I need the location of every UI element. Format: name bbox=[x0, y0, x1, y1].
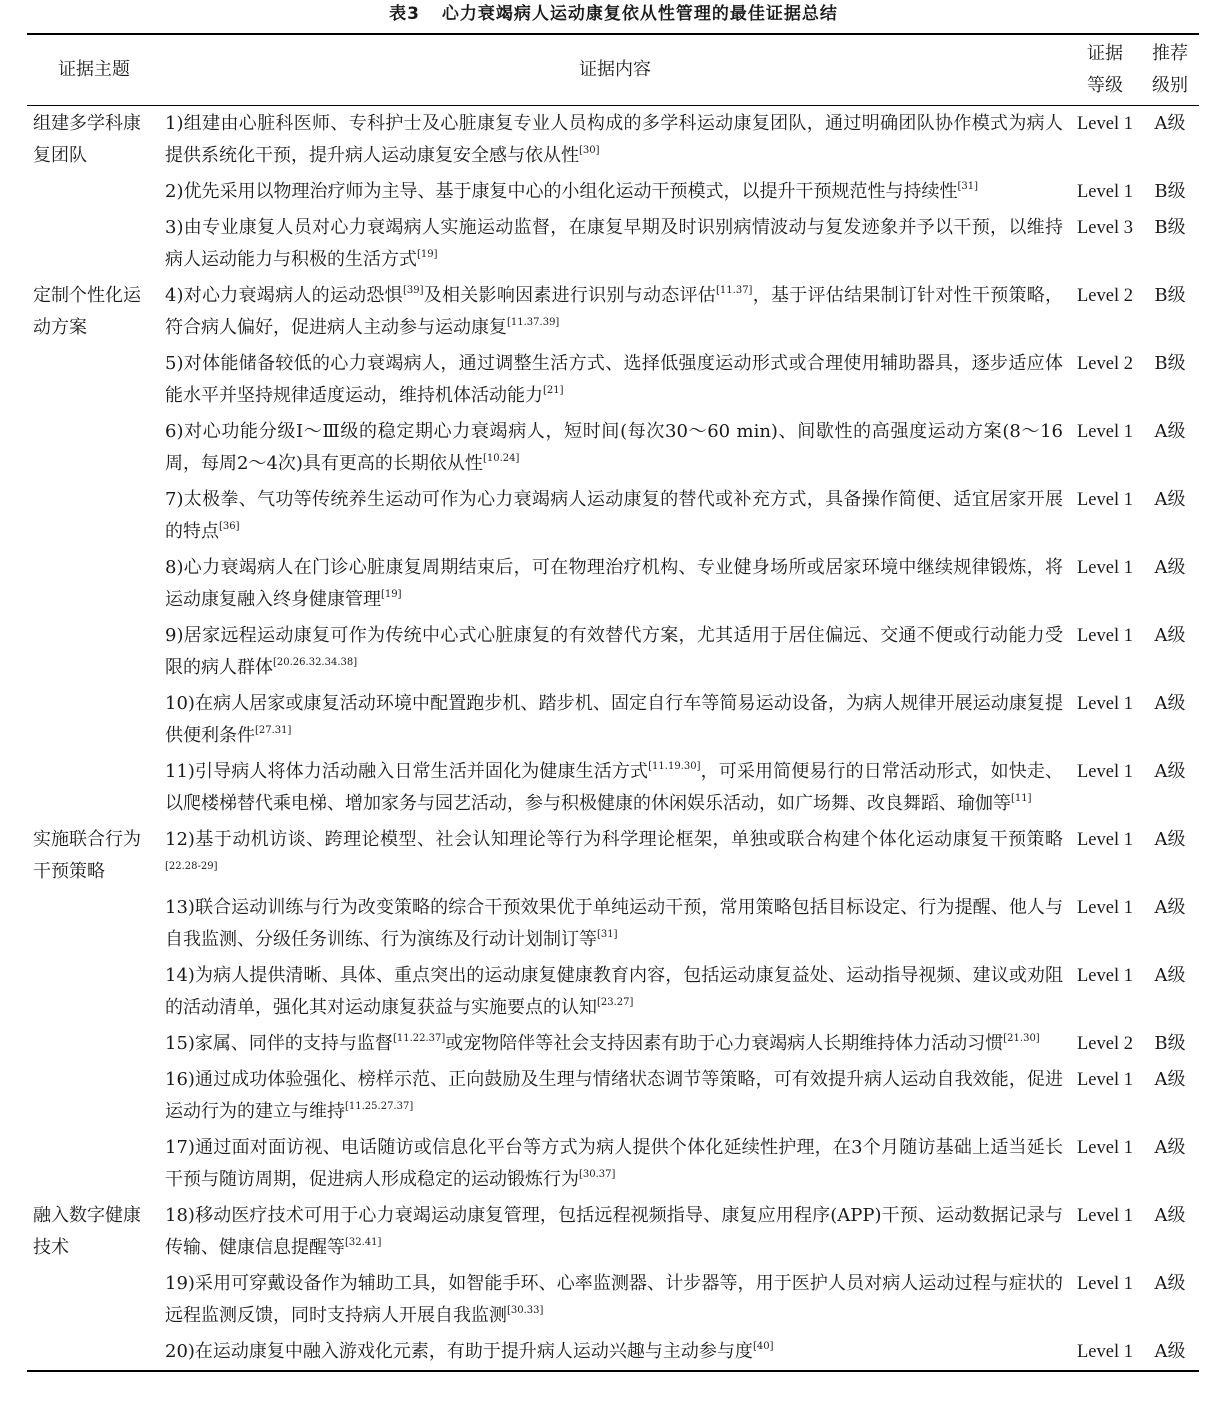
recommendation-grade: B级 bbox=[1154, 285, 1186, 306]
evidence-text: 18)移动医疗技术可用于心力衰竭运动康复管理，包括远程视频指导、康复应用程序(APP)干预、运动数据记录与传输、健康信息提醒等 bbox=[165, 1205, 1063, 1258]
evidence-theme bbox=[27, 414, 161, 482]
citation-ref: [10.24] bbox=[482, 453, 520, 464]
evidence-level: Level 1 bbox=[1077, 490, 1133, 510]
table-row bbox=[27, 890, 1199, 958]
evidence-level: Level 1 bbox=[1077, 114, 1133, 134]
recommendation-grade: A级 bbox=[1154, 829, 1186, 850]
recommendation-grade: B级 bbox=[1154, 181, 1186, 202]
evidence-text: 13)联合运动训练与行为改变策略的综合干预效果优于单纯运动干预，常用策略包括目标设定、行为提醒、他人与自我监测、分级任务训练、行为演练及行动计划制订等 bbox=[165, 897, 1063, 950]
evidence-table bbox=[27, 33, 1199, 1372]
evidence-theme bbox=[27, 482, 161, 550]
evidence-text: 16)通过成功体验强化、榜样示范、正向鼓励及生理与情绪状态调节等策略，可有效提升病人运动自我效能，促进运动行为的建立与维持 bbox=[165, 1069, 1063, 1122]
evidence-content bbox=[161, 1130, 1069, 1198]
table-row bbox=[27, 174, 1199, 210]
citation-ref: [39] bbox=[402, 285, 424, 296]
evidence-theme: 定制个性化运动方案 bbox=[33, 285, 141, 338]
citation-ref: [30.33] bbox=[507, 1305, 544, 1316]
citation-ref: [30.37] bbox=[579, 1169, 616, 1180]
evidence-content bbox=[161, 754, 1069, 822]
evidence-theme bbox=[27, 1062, 161, 1130]
citation-ref: [36] bbox=[219, 521, 240, 532]
evidence-text: 4)对心力衰竭病人的运动恐惧 bbox=[165, 285, 403, 306]
citation-ref: [20.26.32.34.38] bbox=[273, 657, 358, 668]
evidence-content bbox=[161, 890, 1069, 958]
evidence-theme bbox=[27, 346, 161, 414]
recommendation-grade: A级 bbox=[1154, 761, 1186, 782]
citation-ref: [21] bbox=[543, 385, 564, 396]
evidence-content bbox=[161, 482, 1069, 550]
evidence-level: Level 1 bbox=[1077, 830, 1133, 850]
evidence-text: 7)太极拳、气功等传统养生运动可作为心力衰竭病人运动康复的替代或补充方式，具备操作简便、适宜居家开展的特点 bbox=[165, 489, 1063, 542]
table-row bbox=[27, 414, 1199, 482]
evidence-content bbox=[161, 1334, 1069, 1371]
table-row bbox=[27, 1026, 1199, 1062]
evidence-text: 8)心力衰竭病人在门诊心脏康复周期结束后，可在物理治疗机构、专业健身场所或居家环境中继续规律锻炼，将运动康复融入终身健康管理 bbox=[165, 557, 1063, 610]
citation-ref: [11.25.27.37] bbox=[345, 1101, 414, 1112]
evidence-content bbox=[161, 346, 1069, 414]
table-row bbox=[27, 210, 1199, 278]
evidence-level: Level 1 bbox=[1077, 1342, 1133, 1362]
evidence-theme bbox=[27, 1130, 161, 1198]
citation-ref: [32.41] bbox=[345, 1237, 382, 1248]
evidence-content bbox=[161, 106, 1069, 175]
table-row bbox=[27, 550, 1199, 618]
recommendation-grade: A级 bbox=[1154, 965, 1186, 986]
evidence-level: Level 1 bbox=[1077, 762, 1133, 782]
evidence-theme: 融入数字健康技术 bbox=[33, 1205, 141, 1258]
citation-ref: [23.27] bbox=[597, 997, 634, 1008]
evidence-theme: 组建多学科康复团队 bbox=[33, 113, 141, 166]
evidence-theme bbox=[27, 174, 161, 210]
header-theme: 证据主题 bbox=[58, 59, 130, 80]
evidence-text: ，基于评估结果制订针对性干预策略，符合病人偏好，促进病人主动参与运动康复 bbox=[165, 285, 1064, 338]
table-row bbox=[27, 958, 1199, 1026]
evidence-text: 9)居家远程运动康复可作为传统中心式心脏康复的有效替代方案，尤其适用于居住偏远、交通不便或行动能力受限的病人群体 bbox=[165, 625, 1063, 678]
evidence-theme bbox=[27, 618, 161, 686]
recommendation-grade: B级 bbox=[1154, 217, 1186, 238]
table-row bbox=[27, 1198, 1199, 1266]
evidence-content bbox=[161, 1026, 1069, 1062]
citation-ref: [19] bbox=[417, 249, 438, 260]
evidence-level: Level 1 bbox=[1077, 1274, 1133, 1294]
table-row bbox=[27, 482, 1199, 550]
table-row bbox=[27, 754, 1199, 822]
citation-ref: [22.28-29] bbox=[165, 861, 218, 872]
evidence-level: Level 1 bbox=[1077, 1070, 1133, 1090]
evidence-content bbox=[161, 822, 1069, 890]
table-header bbox=[27, 34, 1199, 106]
evidence-content bbox=[161, 210, 1069, 278]
citation-ref: [11] bbox=[1011, 793, 1032, 804]
table-row bbox=[27, 1334, 1199, 1371]
table-number: 表3 bbox=[389, 4, 420, 24]
evidence-theme bbox=[27, 1026, 161, 1062]
evidence-content bbox=[161, 278, 1069, 346]
evidence-content bbox=[161, 618, 1069, 686]
evidence-theme bbox=[27, 1334, 161, 1371]
recommendation-grade: A级 bbox=[1154, 1341, 1186, 1362]
evidence-level: Level 1 bbox=[1077, 1206, 1133, 1226]
evidence-level: Level 2 bbox=[1077, 354, 1133, 374]
table-row bbox=[27, 1130, 1199, 1198]
citation-ref: [40] bbox=[752, 1341, 774, 1352]
evidence-theme bbox=[27, 550, 161, 618]
evidence-text: 3)由专业康复人员对心力衰竭病人实施运动监督，在康复早期及时识别病情波动与复发迹象并予以干预，以维持病人运动能力与积极的生活方式 bbox=[165, 217, 1063, 270]
citation-ref: [21.30] bbox=[1003, 1033, 1040, 1044]
recommendation-grade: A级 bbox=[1154, 421, 1186, 442]
header-level: 证据 等级 bbox=[1087, 43, 1123, 96]
evidence-theme: 实施联合行为干预策略 bbox=[33, 829, 141, 882]
evidence-text: 1)组建由心脏科医师、专科护士及心脏康复专业人员构成的多学科运动康复团队，通过明确团队协作模式为病人提供系统化干预，提升病人运动康复安全感与依从性 bbox=[165, 113, 1063, 166]
evidence-level: Level 1 bbox=[1077, 966, 1133, 986]
evidence-level: Level 1 bbox=[1077, 626, 1133, 646]
table-row bbox=[27, 346, 1199, 414]
recommendation-grade: B级 bbox=[1154, 1033, 1186, 1054]
evidence-content bbox=[161, 1266, 1069, 1334]
citation-ref: [31] bbox=[957, 181, 979, 192]
evidence-content bbox=[161, 1062, 1069, 1130]
evidence-theme bbox=[27, 754, 161, 822]
evidence-content bbox=[161, 414, 1069, 482]
recommendation-grade: A级 bbox=[1154, 625, 1186, 646]
evidence-level: Level 3 bbox=[1077, 218, 1133, 238]
evidence-text: 2)优先采用以物理治疗师为主导、基于康复中心的小组化运动干预模式，以提升干预规范性与持续性 bbox=[165, 181, 958, 202]
recommendation-grade: B级 bbox=[1154, 353, 1186, 374]
recommendation-grade: A级 bbox=[1154, 693, 1186, 714]
recommendation-grade: A级 bbox=[1154, 897, 1186, 918]
recommendation-grade: A级 bbox=[1154, 489, 1186, 510]
evidence-level: Level 2 bbox=[1077, 1034, 1133, 1054]
citation-ref: [19] bbox=[381, 589, 402, 600]
table-title: 心力衰竭病人运动康复依从性管理的最佳证据总结 bbox=[441, 4, 838, 24]
evidence-level: Level 1 bbox=[1077, 694, 1133, 714]
table-row bbox=[27, 618, 1199, 686]
recommendation-grade: A级 bbox=[1154, 1137, 1186, 1158]
header-content: 证据内容 bbox=[579, 59, 651, 80]
citation-ref: [11.19.30] bbox=[648, 761, 701, 772]
evidence-theme bbox=[27, 686, 161, 754]
evidence-text: 19)采用可穿戴设备作为辅助工具，如智能手环、心率监测器、计步器等，用于医护人员对病人运动过程与症状的远程监测反馈，同时支持病人开展自我监测 bbox=[165, 1273, 1063, 1326]
evidence-theme bbox=[27, 1266, 161, 1334]
citation-ref: [11.37.39] bbox=[507, 317, 560, 328]
evidence-content bbox=[161, 958, 1069, 1026]
evidence-theme bbox=[27, 890, 161, 958]
table-row bbox=[27, 106, 1199, 175]
table-body bbox=[27, 106, 1199, 1372]
table-row bbox=[27, 1266, 1199, 1334]
evidence-text: 15)家属、同伴的支持与监督 bbox=[165, 1033, 393, 1054]
evidence-content bbox=[161, 550, 1069, 618]
recommendation-grade: A级 bbox=[1154, 1069, 1186, 1090]
table-row bbox=[27, 686, 1199, 754]
recommendation-grade: A级 bbox=[1154, 113, 1186, 134]
evidence-text: 6)对心功能分级Ⅰ～Ⅲ级的稳定期心力衰竭病人，短时间(每次30～60 min)、间歇性的高强度运动方案(8～16周，每周2～4次)具有更高的长期依从性 bbox=[165, 421, 1063, 474]
citation-ref: [31] bbox=[597, 929, 618, 940]
evidence-text: 17)通过面对面访视、电话随访或信息化平台等方式为病人提供个体化延续性护理，在3个月随访基础上适当延长干预与随访周期，促进病人形成稳定的运动锻炼行为 bbox=[165, 1137, 1063, 1190]
recommendation-grade: A级 bbox=[1154, 1205, 1186, 1226]
citation-ref: [30] bbox=[579, 145, 600, 156]
citation-ref: [11.37] bbox=[716, 285, 753, 296]
evidence-level: Level 1 bbox=[1077, 422, 1133, 442]
evidence-theme bbox=[27, 210, 161, 278]
table-row bbox=[27, 822, 1199, 890]
evidence-text: 10)在病人居家或康复活动环境中配置跑步机、踏步机、固定自行车等简易运动设备，为病人规律开展运动康复提供便利条件 bbox=[165, 693, 1063, 746]
citation-ref: [27.31] bbox=[255, 725, 292, 736]
evidence-level: Level 1 bbox=[1077, 558, 1133, 578]
evidence-level: Level 1 bbox=[1077, 1138, 1133, 1158]
evidence-text: 12)基于动机访谈、跨理论模型、社会认知理论等行为科学理论框架，单独或联合构建个体化运动康复干预策略 bbox=[165, 829, 1063, 850]
evidence-text: 5)对体能储备较低的心力衰竭病人，通过调整生活方式、选择低强度运动形式或合理使用辅助器具，逐步适应体能水平并坚持规律适度运动，维持机体活动能力 bbox=[165, 353, 1063, 406]
recommendation-grade: A级 bbox=[1154, 557, 1186, 578]
evidence-text: 或宠物陪伴等社会支持因素有助于心力衰竭病人长期维持体力活动习惯 bbox=[445, 1033, 1004, 1054]
evidence-content bbox=[161, 686, 1069, 754]
evidence-level: Level 1 bbox=[1077, 182, 1133, 202]
evidence-text: 20)在运动康复中融入游戏化元素，有助于提升病人运动兴趣与主动参与度 bbox=[165, 1341, 753, 1362]
evidence-theme bbox=[27, 958, 161, 1026]
evidence-content bbox=[161, 174, 1069, 210]
table-caption bbox=[0, 2, 1227, 26]
evidence-text: 11)引导病人将体力活动融入日常生活并固化为健康生活方式 bbox=[165, 761, 649, 782]
evidence-content bbox=[161, 1198, 1069, 1266]
evidence-text: ，可采用简便易行的日常活动形式，如快走、以爬楼梯替代乘电梯、增加家务与园艺活动，参与积极健康的休闲娱乐活动，如广场舞、改良舞蹈、瑜伽等 bbox=[165, 761, 1063, 814]
table-row bbox=[27, 278, 1199, 346]
recommendation-grade: A级 bbox=[1154, 1273, 1186, 1294]
citation-ref: [11.22.37] bbox=[392, 1033, 446, 1044]
evidence-level: Level 1 bbox=[1077, 898, 1133, 918]
table-row bbox=[27, 1062, 1199, 1130]
header-rec: 推荐 级别 bbox=[1152, 43, 1188, 96]
evidence-text: 14)为病人提供清晰、具体、重点突出的运动康复健康教育内容，包括运动康复益处、运动指导视频、建议或劝阻的活动清单，强化其对运动康复获益与实施要点的认知 bbox=[165, 965, 1063, 1018]
evidence-level: Level 2 bbox=[1077, 286, 1133, 306]
evidence-text: 及相关影响因素进行识别与动态评估 bbox=[423, 285, 717, 306]
